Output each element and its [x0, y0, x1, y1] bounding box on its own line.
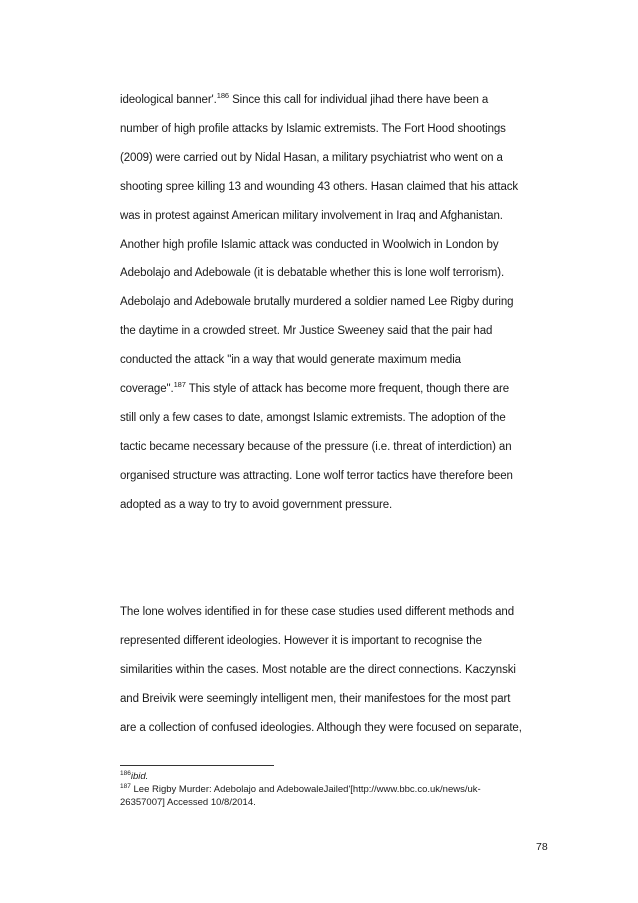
- text-line: [120, 353, 550, 367]
- footnote-reference: 186: [216, 91, 229, 100]
- text-line: [120, 498, 550, 512]
- text-line: The lone wolves identified in for these case studies used different methods and: [120, 606, 514, 618]
- line-text: was in protest against American military involvement in Iraq and Afghanistan.: [120, 209, 503, 222]
- line-text: Adebolajo and Adebowale brutally murdered a soldier named Lee Rigby during: [120, 296, 514, 309]
- footnote-text: Lee Rigby Murder: Adebolajo and AdebowaleJailed'[http://www.bbc.co.uk/news/uk-: [130, 784, 481, 795]
- text-line: [120, 324, 550, 338]
- text-line: [120, 440, 550, 454]
- footnote-reference: 187: [173, 380, 186, 389]
- line-text: shooting spree killing 13 and wounding 43 others. Hasan claimed that his attack: [120, 180, 519, 193]
- page-number: 78: [536, 841, 548, 853]
- text-line: [120, 151, 550, 165]
- line-text: conducted the attack "in a way that would generate maximum media: [120, 354, 461, 367]
- line-text: Adebolajo and Adebowale (it is debatable whether this is lone wolf terrorism).: [120, 267, 505, 280]
- footnote-separator: [120, 765, 274, 766]
- text-line: [120, 266, 550, 280]
- text-line: [120, 382, 550, 396]
- line-text: Since this call for individual jihad there have been a: [228, 94, 489, 106]
- text-line: represented different ideologies. However it is important to recognise the: [120, 634, 482, 647]
- footnote-text: ibid.: [130, 771, 149, 782]
- line-text: tactic became necessary because of the pressure (i.e. threat of interdiction) an: [120, 440, 512, 453]
- footnote-187: [120, 784, 481, 796]
- footnote-number: 187: [120, 783, 131, 790]
- line-text: adopted as a way to try to avoid government pressure.: [120, 498, 393, 511]
- text-line: [120, 180, 550, 194]
- line-text: ideological banner'.: [120, 94, 217, 106]
- line-text: coverage".: [120, 383, 174, 395]
- line-text: number of high profile attacks by Islamic extremists. The Fort Hood shootings: [120, 122, 506, 135]
- text-line: [120, 209, 550, 223]
- text-line: and Breivik were seemingly intelligent men, their manifestoes for the most part: [120, 692, 511, 705]
- text-line: [120, 469, 550, 483]
- footnote-number: 186: [120, 770, 131, 777]
- line-text: organised structure was attracting. Lone wolf terror tactics have therefore been: [120, 469, 513, 482]
- text-line: [120, 295, 550, 309]
- text-line: [120, 93, 550, 107]
- footnote-text: 26357007] Accessed 10/8/2014.: [120, 797, 256, 808]
- line-text: still only a few cases to date, amongst Islamic extremists. The adoption of the: [120, 411, 506, 424]
- line-text: This style of attack has become more frequent, though there are: [185, 383, 510, 395]
- line-text: (2009) were carried out by Nidal Hasan, a military psychiatrist who went on a: [120, 151, 503, 164]
- text-line: are a collection of confused ideologies. Although they were focused on separate,: [120, 721, 522, 734]
- text-line: [120, 238, 550, 252]
- text-line: [120, 122, 550, 136]
- text-line: [120, 411, 550, 425]
- line-text: the daytime in a crowded street. Mr Justice Sweeney said that the pair had: [120, 325, 493, 338]
- line-text: Another high profile Islamic attack was conducted in Woolwich in London by: [120, 238, 499, 251]
- footnote-187-continued: [120, 797, 256, 809]
- footnote-186: [120, 771, 148, 783]
- text-line: similarities within the cases. Most notable are the direct connections. Kaczynski: [120, 663, 516, 676]
